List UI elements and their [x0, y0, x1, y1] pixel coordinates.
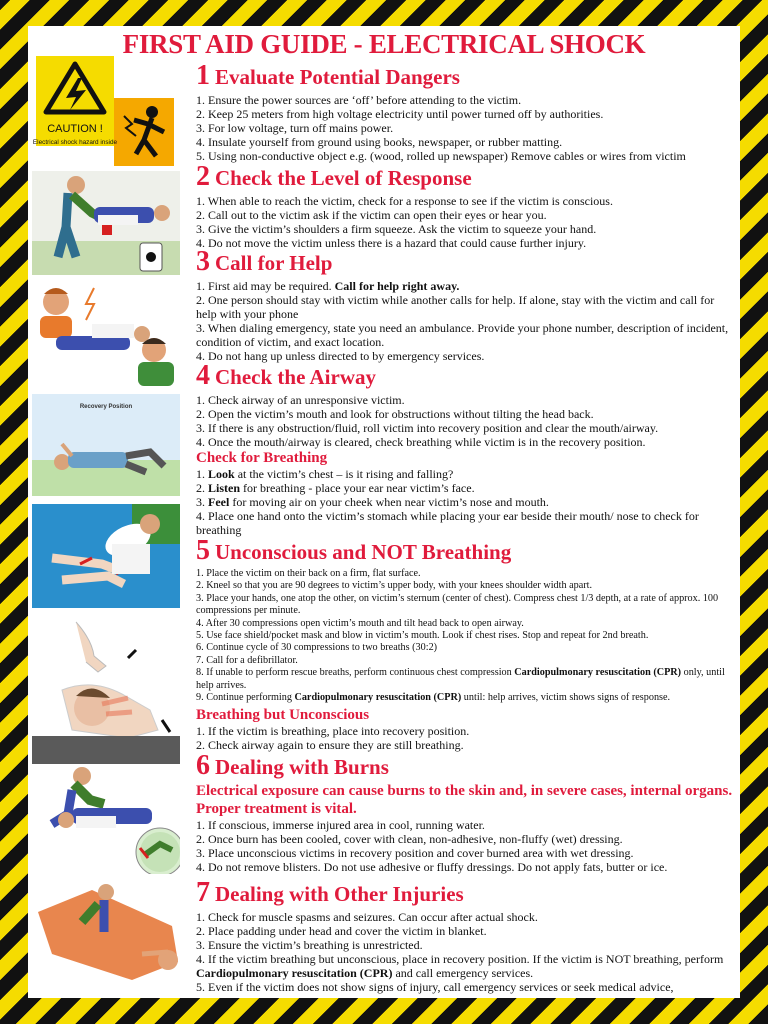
response-check-illustration — [32, 171, 180, 275]
line: 2. Place padding under head and cover the victim in blanket. — [196, 924, 487, 938]
line: 2. Keep 25 meters from high voltage electricity until power turned off by authorities. — [196, 107, 604, 121]
section-1 — [196, 60, 736, 163]
line: 3. Place your hands, one atop the other, on victim’s sternum (center of chest). Compress chest 1/3 depth, at a rate of approx. 100 compressions per minute. — [196, 592, 719, 617]
line: 1. Check for muscle spasms and seizures. Can occur after actual shock. — [196, 910, 538, 924]
line: 2. Open the victim’s mouth and look for obstructions without tilting the head back. — [196, 407, 594, 421]
section-6-heading: 6 Dealing with Burns — [196, 750, 389, 781]
line: 4. If the victim breathing but unconscious, place in recovery position. If the victim is NOT breathing, perform Cardiopulmonary resuscitation (CPR) and call emergency services. — [196, 952, 724, 980]
line: 5. Use face shield/pocket mask and blow in victim’s mouth. Look if chest rises. Stop and repeat for 2nd breath. — [196, 630, 649, 642]
line: 1. Check airway of an unresponsive victim. — [196, 393, 405, 407]
page-title: FIRST AID GUIDE - ELECTRICAL SHOCK — [122, 29, 646, 59]
line: 3. Give the victim’s shoulders a firm squeeze. Ask the victim to squeeze your hand. — [196, 222, 597, 236]
section-1-heading: 1 Evaluate Potential Dangers — [196, 60, 460, 91]
line: 2. Kneel so that you are 90 degrees to victim’s upper body, with your knees shoulder width apart. — [196, 580, 592, 592]
recovery-position-illustration — [32, 394, 180, 496]
line: 6. Continue cycle of 30 compressions to two breaths (30:2) — [196, 642, 438, 654]
line: 4. Do not remove blisters. Do not use adhesive or fluffy dressings. Do not apply fats, butter or ice. — [196, 860, 668, 874]
line: 1. Place the victim on their back on a firm, flat surface. — [196, 568, 421, 579]
check-breathing-heading: Check for Breathing — [196, 450, 328, 466]
line: 1. If conscious, immerse injured area in cool, running water. — [196, 818, 485, 832]
caution-illustration — [32, 54, 180, 166]
section-7-heading: 7 Dealing with Other Injuries — [196, 877, 464, 908]
line: 5. Using non-conductive object e.g. (wood, rolled up newspaper) Remove cables or wires from victim — [196, 149, 686, 163]
line: 7. Call for a defibrillator. — [196, 654, 298, 666]
caution-label: CAUTION ! — [47, 123, 103, 135]
line: 2. One person should stay with victim while another calls for help. If alone, stay with the victim and call for help with your phone — [196, 293, 715, 321]
section-3 — [196, 246, 736, 363]
cpr-illustration — [32, 620, 180, 764]
line: 1. Look at the victim’s chest – is it rising and falling? — [196, 467, 454, 481]
line: 3. Place unconscious victims in recovery position and cover burned area with wet dressing. — [196, 846, 634, 860]
line: 4. Once the mouth/airway is cleared, check breathing while victim is in the recovery position. — [196, 435, 646, 449]
line: 4. Do not hang up unless directed to by emergency services. — [196, 349, 485, 363]
other-injuries-illustration — [32, 882, 180, 986]
airway-check-illustration — [32, 504, 180, 608]
section-2 — [196, 161, 736, 250]
line: 1. First aid may be required. Call for help right away. — [196, 279, 460, 293]
line: 5. Even if the victim does not show signs of injury, call emergency services or seek medical advice, — [196, 980, 674, 994]
line: 3. When dialing emergency, state you need an ambulance. Provide your phone number, description of incident, condition of victim, and exact location. — [196, 321, 729, 349]
line: 2. Call out to the victim ask if the victim can open their eyes or hear you. — [196, 208, 547, 222]
line: 8. If unable to perform rescue breaths, perform continuous chest compression Cardiopulmonary resuscitation (CPR) only, until help arrives. — [196, 667, 725, 691]
section-7 — [196, 877, 736, 994]
recovery-caption: Recovery Position — [79, 404, 133, 410]
line: 1. If the victim is breathing, place into recovery position. — [196, 724, 470, 739]
section-4-heading: 4 Check the Airway — [196, 360, 376, 391]
section-5 — [196, 535, 736, 753]
line: 3. Feel for moving air on your cheek when near victim’s nose and mouth. — [196, 495, 549, 509]
burns-illustration — [32, 764, 180, 874]
line: 2. Check airway again to ensure they are still breathing. — [196, 738, 464, 753]
line: 2. Once burn has been cooled, cover with clean, non-adhesive, non-fluffy (wet) dressing. — [196, 832, 623, 846]
caution-sub: Electrical shock hazard inside — [32, 139, 118, 146]
line: 2. Listen for breathing - place your ear near victim’s face. — [196, 481, 475, 495]
line: 3. Ensure the victim’s breathing is unrestricted. — [196, 938, 423, 952]
breathing-unconscious-heading: Breathing but Unconscious — [196, 707, 370, 724]
section-6 — [196, 750, 736, 874]
line: 9. Continue performing Cardiopulmonary resuscitation (CPR) until: help arrives, victim shows signs of response. — [196, 692, 671, 704]
call-help-illustration — [32, 284, 180, 386]
section-4 — [196, 360, 736, 537]
line: 3. If there is any obstruction/fluid, roll victim into recovery position and clear the mouth/airway. — [196, 421, 659, 435]
section-2-heading: 2 Check the Level of Response — [196, 161, 472, 192]
line: 4. Insulate yourself from ground using books, newspaper, or rubber matting. — [196, 135, 563, 149]
line: 4. After 30 compressions open victim’s mouth and tilt head back to open airway. — [196, 617, 524, 629]
poster-page — [28, 26, 740, 998]
section-5-heading: 5 Unconscious and NOT Breathing — [196, 535, 512, 566]
line: 1. Ensure the power sources are ‘off’ before attending to the victim. — [196, 93, 522, 107]
section-3-heading: 3 Call for Help — [196, 246, 333, 277]
line: 4. Do not move the victim unless there is a hazard that could cause further injury. — [196, 236, 587, 250]
line: 3. For low voltage, turn off mains power. — [196, 121, 394, 135]
line: 1. When able to reach the victim, check for a response to see if the victim is conscious. — [196, 194, 613, 208]
burns-lead: Electrical exposure can cause burns to the skin and, in severe cases, internal organs. Proper treatment is vital. — [196, 783, 733, 817]
line: 4. Place one hand onto the victim’s stomach while placing your ear beside their mouth/ nose to check for breathing — [196, 509, 699, 537]
